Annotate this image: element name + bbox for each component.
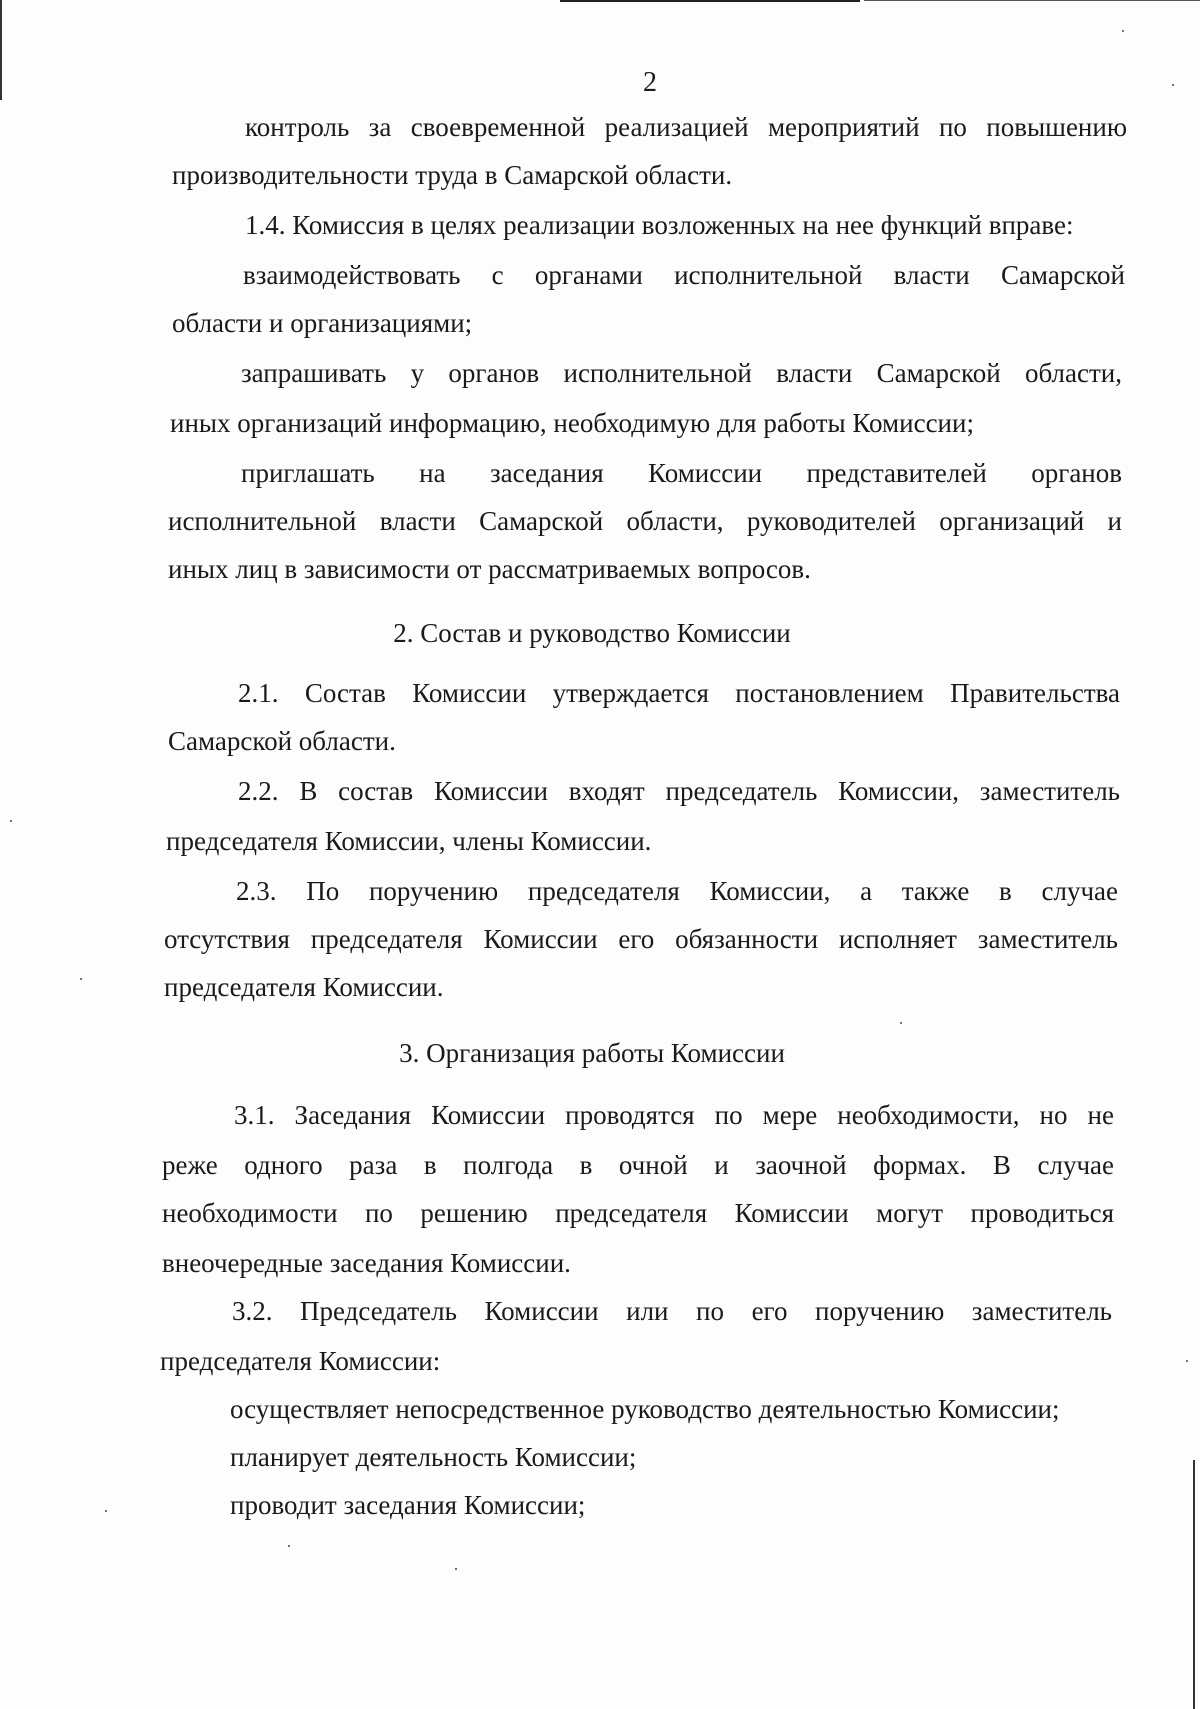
section-heading: 2. Состав и руководство Комиссии	[393, 618, 791, 648]
page-number: 2	[643, 67, 657, 98]
text-line: 2.2. В состав Комиссии входят председатель Комиссии, заместитель	[238, 776, 1120, 806]
text-line: контроль за своевременной реализацией мероприятий по повышению	[245, 112, 1127, 142]
text-line: 2.3. По поручению председателя Комиссии, а также в случае	[236, 876, 1118, 906]
text-line: председателя Комиссии.	[164, 972, 444, 1002]
text-line: Самарской области.	[168, 726, 396, 756]
text-line: необходимости по решению председателя Комиссии могут проводиться	[162, 1198, 1114, 1228]
scan-speck	[1122, 30, 1124, 32]
scan-artifact-top-right	[864, 0, 1200, 1]
text-line: проводит заседания Комиссии;	[230, 1490, 586, 1520]
text-line: 1.4. Комиссия в целях реализации возложенных на нее функций вправе:	[245, 210, 1074, 240]
text-line: исполнительной власти Самарской области, руководителей организаций и	[168, 506, 1122, 536]
scan-speck	[455, 1568, 457, 1570]
text-line: области и организациями;	[172, 308, 473, 338]
scan-speck	[900, 1022, 902, 1024]
text-line: отсутствия председателя Комиссии его обязанности исполняет заместитель	[164, 924, 1118, 954]
text-line: 3.2. Председатель Комиссии или по его поручению заместитель	[232, 1296, 1112, 1326]
scan-speck	[1186, 1360, 1188, 1362]
text-line: иных лиц в зависимости от рассматриваемых вопросов.	[168, 554, 811, 584]
text-line: осуществляет непосредственное руководство деятельностью Комиссии;	[230, 1394, 1060, 1424]
text-line: 3.1. Заседания Комиссии проводятся по мере необходимости, но не	[234, 1100, 1114, 1130]
text-line: внеочередные заседания Комиссии.	[162, 1248, 571, 1278]
scan-speck	[288, 1545, 290, 1547]
scan-artifact-top	[560, 0, 860, 2]
text-line: реже одного раза в полгода в очной и заочной формах. В случае	[162, 1150, 1114, 1180]
scan-speck	[10, 820, 12, 822]
text-line: председателя Комиссии:	[160, 1346, 441, 1376]
scan-speck	[80, 978, 82, 980]
text-line: запрашивать у органов исполнительной власти Самарской области,	[241, 358, 1122, 388]
text-line: 2.1. Состав Комиссии утверждается постановлением Правительства	[238, 678, 1120, 708]
text-line: иных организаций информацию, необходимую для работы Комиссии;	[170, 408, 974, 438]
section-heading: 3. Организация работы Комиссии	[399, 1038, 785, 1068]
text-line: взаимодействовать с органами исполнительной власти Самарской	[243, 260, 1125, 290]
text-line: производительности труда в Самарской области.	[172, 160, 733, 190]
text-line: председателя Комиссии, члены Комиссии.	[166, 826, 652, 856]
text-line: планирует деятельность Комиссии;	[230, 1442, 637, 1472]
scan-speck	[105, 1510, 107, 1512]
text-line: приглашать на заседания Комиссии представителей органов	[241, 458, 1122, 488]
scan-artifact-right	[1193, 1460, 1195, 1709]
